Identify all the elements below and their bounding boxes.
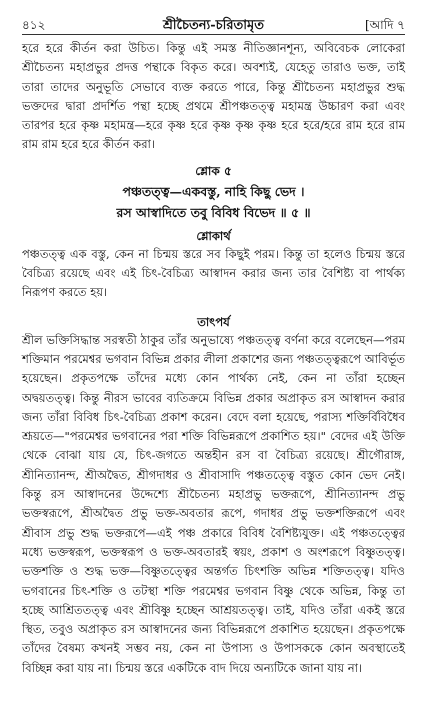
running-title: শ্রীচৈতন্য-চরিতামৃত	[162, 18, 265, 33]
page-header	[22, 0, 405, 35]
translation-heading: শ্লোকার্থ	[196, 228, 231, 243]
intro-paragraph: হরে হরে কীর্তন করা উচিত। কিন্তু এই সমস্ত নীতিজ্ঞানশূন্য, অবিবেচক লোকেরা শ্রীচৈতন্য মহাপ্রভুর প্রদত্ত পন্থাকে বিকৃত করে। অবশ্যই, যেহেতু তারাও ভক্ত, তাই তারা তাদের অনুভূতি সেভাবে ব্যক্ত করতে পারে, কিন্তু শ্রীচৈতন্য মহাপ্রভুর শুদ্ধ ভক্তদের দ্বারা প্রদর্শিত পন্থা হচ্ছে প্রথমে শ্রীপঞ্চতত্ত্ব মহামন্ত্র উচ্চারণ করা এবং তারপর হরে কৃষ্ণ মহামন্ত্র—হরে কৃষ্ণ হরে কৃষ্ণ কৃষ্ণ কৃষ্ণ হরে হরে/হরে রাম হরে রাম রাম রাম হরে হরে কীর্তন করা।	[22, 41, 405, 152]
page-number: ৪১২	[22, 18, 46, 32]
translation-text: পঞ্চতত্ত্ব এক বস্তু, কেন না চিন্ময় স্তরে সব কিছুই পরম। কিন্তু তা হলেও চিন্ময় স্তরে বৈচিত্র্য রয়েছে এবং এই চিৎ-বৈচিত্র্য আস্বাদন করার জন্য তার বৈশিষ্ট্য বা পার্থক্য নিরূপণ করতে হয়।	[22, 246, 405, 300]
purport-heading: তাৎপর্য	[197, 314, 230, 329]
verse-line-2: রস আস্বাদিতে তবু বিবিধ বিভেদ ॥ ৫ ॥	[116, 204, 311, 220]
verse-label: শ্লোক ৫	[195, 163, 232, 178]
chapter-marker: [আদি ৭	[364, 18, 405, 32]
verse-line-1: পঞ্চতত্ত্ব—একবস্তু, নাহি কিছু ভেদ ।	[122, 183, 305, 199]
verse-block	[22, 162, 405, 223]
purport-text: শ্রীল ভক্তিসিদ্ধান্ত সরস্বতী ঠাকুর তাঁর অনুভাষ্যে পঞ্চতত্ত্ব বর্ণনা করে বলেছেন—পরম শক্তিমান পরমেশ্বর ভগবান বিভিন্ন প্রকার লীলা প্রকাশের জন্য পঞ্চতত্ত্বরূপে আবির্ভূত হয়েছেন। প্রকৃতপক্ষে তাঁদের মধ্যে কোন পার্থক্য নেই, কেন না তাঁরা হচ্ছেন অদ্বয়তত্ত্ব। কিন্তু নীরস ভাবের ব্যতিক্রমে বিভিন্ন প্রকার অপ্রাকৃত রস আস্বাদন করার জন্য তাঁরা বিবিধ চিৎ-বৈচিত্র্য প্রকাশ করেন। বেদে বলা হয়েছে, পরাস্য শক্তির্বিবিধৈব শ্রূয়তে—"পরমেশ্বর ভগবানের পরা শক্তি বিভিন্নরূপে প্রকাশিত হয়।" বেদের এই উক্তি থেকে বোঝা যায় যে, চিৎ-জগতে অন্তহীন রস বা বৈচিত্র্য রয়েছে। শ্রীগৌরাঙ্গ, শ্রীনিত্যানন্দ, শ্রীঅদ্বৈত, শ্রীগদাধর ও শ্রীবাসাদি পঞ্চতত্ত্বে বস্তুত কোন ভেদ নেই। কিন্তু রস আস্বাদনের উদ্দেশ্যে শ্রীচৈতন্য মহাপ্রভু ভক্তরূপে, শ্রীনিত্যানন্দ প্রভু ভক্তস্বরূপে, শ্রীঅদ্বৈত প্রভু ভক্ত-অবতার রূপে, গদাধর প্রভু ভক্তশক্তিরূপে এবং শ্রীবাস প্রভু শুদ্ধ ভক্তরূপে—এই পঞ্চ প্রকারে বিবিধ বৈশিষ্ট্যযুক্ত। এই পঞ্চতত্ত্বের মধ্যে ভক্তস্বরূপ, ভক্তস্বরূপ ও ভক্ত-অবতারই স্বয়ং, প্রকাশ ও অংশরূপে বিষ্ণুতত্ত্ব। ভক্তশক্তি ও শুদ্ধ ভক্ত—বিষ্ণুতত্ত্বের অন্তর্গত চিৎশক্তি অভিন্ন শক্তিতত্ত্ব। যদিও ভগবানের চিৎ-শক্তি ও তটস্থা শক্তি পরমেশ্বর ভগবান বিষ্ণু থেকে অভিন্ন, কিন্তু তা হচ্ছে আশ্রিততত্ত্ব এবং শ্রীবিষ্ণু হচ্ছেন আশ্রয়তত্ত্ব। তাই, যদিও তাঁরা একই স্তরে স্থিত, তবুও অপ্রাকৃত রস আস্বাদনের জন্য বিভিন্নরূপে প্রকাশিত হয়েছেন। প্রকৃতপক্ষে তাঁদের বৈষম্য কখনই সম্ভব নয়, কেন না উপাস্য ও উপাসককে কোন অবস্থাতেই বিচ্ছিন্ন করা যায় না। চিন্ময় স্তরে একটিকে বাদ দিয়ে অন্যটিকে জানা যায় না।	[22, 332, 405, 675]
